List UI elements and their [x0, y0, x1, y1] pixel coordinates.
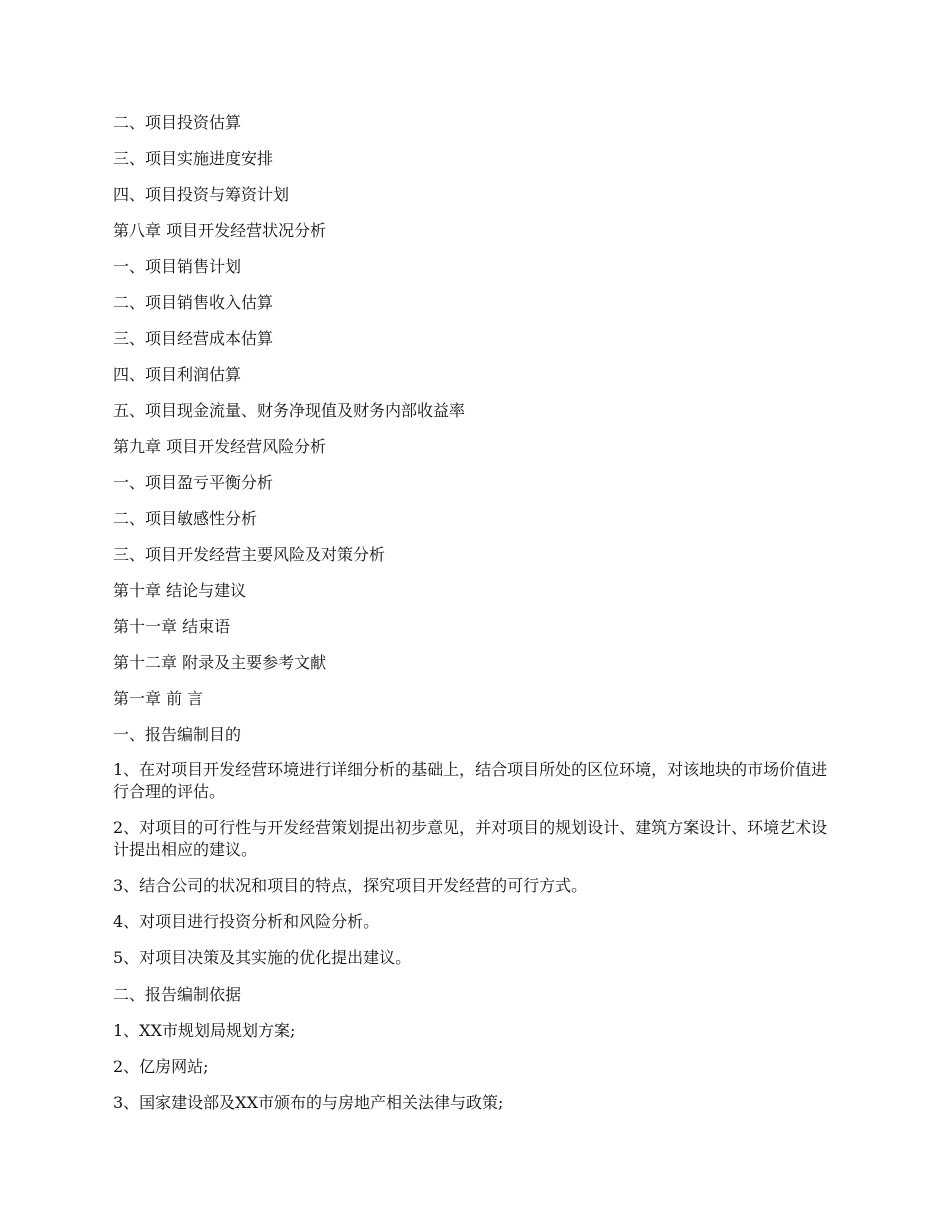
toc-line: 一、项目销售计划	[113, 257, 242, 276]
toc-chapter: 第八章 项目开发经营状况分析	[113, 221, 327, 240]
purpose-item: 2、对项目的可行性与开发经营策划提出初步意见，并对项目的规划设计、建筑方案设计、环境艺术设计提出相应的建议。	[113, 818, 828, 859]
toc-line: 二、项目敏感性分析	[113, 509, 258, 528]
toc-line: 五、项目现金流量、财务净现值及财务内部收益率	[113, 401, 466, 420]
toc-line: 二、项目投资估算	[113, 113, 242, 132]
purpose-item: 3、结合公司的状况和项目的特点，探究项目开发经营的可行方式。	[113, 876, 588, 895]
section-heading: 二、报告编制依据	[113, 985, 242, 1004]
purpose-item: 1、在对项目开发经营环境进行详细分析的基础上，结合项目所处的区位环境，对该地块的市场价值进行合理的评估。	[113, 760, 828, 801]
toc-chapter: 第九章 项目开发经营风险分析	[113, 437, 327, 456]
toc-chapter: 第十一章 结束语	[113, 617, 231, 636]
section-heading: 一、报告编制目的	[113, 725, 242, 744]
toc-line: 一、项目盈亏平衡分析	[113, 473, 274, 492]
basis-item: 2、亿房网站;	[113, 1057, 209, 1076]
toc-line: 三、项目经营成本估算	[113, 329, 274, 348]
toc-line: 三、项目实施进度安排	[113, 149, 274, 168]
toc-chapter: 第十章 结论与建议	[113, 581, 247, 600]
basis-item: 3、国家建设部及XX市颁布的与房地产相关法律与政策;	[113, 1093, 504, 1112]
purpose-item: 4、对项目进行投资分析和风险分析。	[113, 912, 380, 931]
toc-line: 四、项目利润估算	[113, 365, 242, 384]
basis-item: 1、XX市规划局规划方案;	[113, 1021, 296, 1040]
purpose-item: 5、对项目决策及其实施的优化提出建议。	[113, 948, 412, 967]
toc-chapter: 第十二章 附录及主要参考文献	[113, 653, 327, 672]
toc-line: 四、项目投资与筹资计划	[113, 185, 290, 204]
toc-line: 三、项目开发经营主要风险及对策分析	[113, 545, 386, 564]
chapter-heading: 第一章 前 言	[113, 689, 204, 708]
document-page	[113, 111, 838, 1127]
toc-line: 二、项目销售收入估算	[113, 293, 274, 312]
